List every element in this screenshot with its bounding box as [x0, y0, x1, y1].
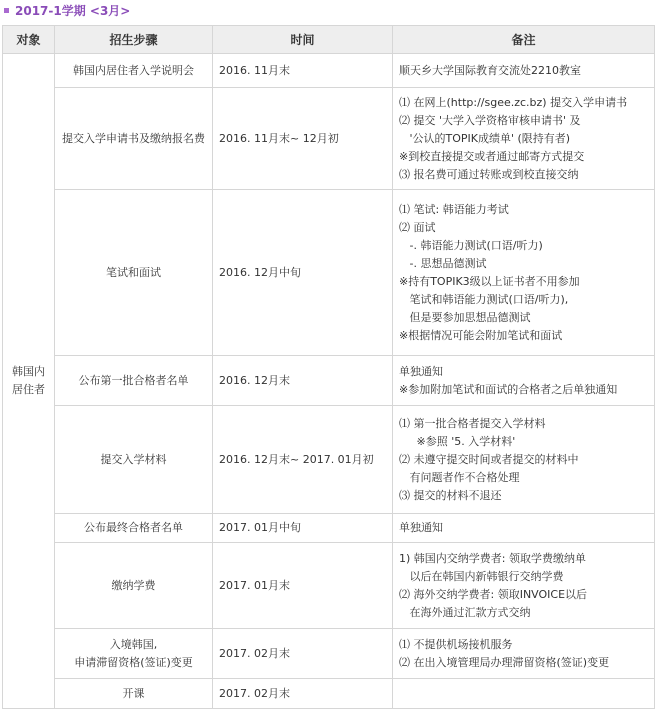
note-cell	[393, 629, 655, 679]
header-time: 时间	[213, 26, 393, 54]
step-label: 缴纳学费	[111, 578, 156, 592]
time-cell: 2016. 11月末	[213, 54, 393, 88]
time-cell: 2017. 01月末	[213, 543, 393, 629]
note-cell	[393, 514, 655, 543]
step-cell	[55, 629, 213, 679]
note-cell	[393, 190, 655, 356]
note-line: ⑵ 在出入境管理局办理滞留资格(签证)变更	[399, 655, 610, 669]
step-label: 提交入学申请书及缴纳报名费	[62, 131, 205, 145]
note-line: ⑴ 在网上(http://sgee.zc.bz) 提交入学申请书	[399, 95, 628, 109]
step-label: 笔试和面试	[106, 265, 161, 279]
note-line: ⑵ 面试	[399, 220, 436, 234]
time-cell: 2017. 02月末	[213, 679, 393, 709]
time-cell: 2017. 01月中旬	[213, 514, 393, 543]
table-row	[3, 406, 655, 514]
step-cell	[55, 54, 213, 88]
note-cell	[393, 88, 655, 190]
table-row	[3, 190, 655, 356]
note-line: ※参加附加笔试和面试的合格者之后单独通知	[399, 382, 618, 396]
title-bullet-icon	[4, 8, 9, 13]
step-cell	[55, 514, 213, 543]
step-label: 开课	[122, 686, 145, 700]
note-line: 单独通知	[399, 521, 443, 534]
time-cell: 2016. 11月末~ 12月初	[213, 88, 393, 190]
time-cell: 2016. 12月中旬	[213, 190, 393, 356]
step-cell	[55, 88, 213, 190]
header-target: 对象	[3, 26, 55, 54]
note-line: ※参照 '5. 入学材料'	[399, 434, 516, 448]
note-line: 但是要参加思想品德测试	[399, 310, 531, 324]
step-label: 公布第一批合格者名单	[78, 373, 189, 387]
note-line: 单独通知	[399, 364, 443, 378]
note-cell	[393, 54, 655, 88]
table-row	[3, 54, 655, 88]
step-label: 韩国内居住者入学说明会	[73, 63, 194, 77]
note-cell	[393, 406, 655, 514]
table-row	[3, 679, 655, 709]
note-line: 1) 韩国内交纳学费者: 领取学费缴纳单	[399, 551, 586, 565]
admission-schedule-table	[2, 25, 655, 709]
table-row	[3, 629, 655, 679]
page-title	[0, 0, 130, 22]
step-label: 提交入学材料	[100, 452, 167, 466]
step-cell	[55, 356, 213, 406]
note-cell	[393, 679, 655, 709]
note-line: 有问题者作不合格处理	[399, 470, 520, 484]
note-line: 顺天乡大学国际教育交流处2210教室	[399, 63, 581, 77]
step-label: 入境韩国,	[109, 637, 158, 651]
step-label: 公布最终合格者名单	[84, 521, 183, 534]
target-label: 韩国内居住者	[12, 365, 45, 396]
table-body	[3, 54, 655, 709]
table-row	[3, 514, 655, 543]
note-line: ※到校直接提交或者通过邮寄方式提交	[399, 149, 585, 163]
step-cell	[55, 190, 213, 356]
note-cell	[393, 543, 655, 629]
note-line: ※根据情况可能会附加笔试和面试	[399, 328, 563, 342]
note-line: 在海外通过汇款方式交纳	[399, 605, 531, 619]
time-cell: 2016. 12月末~ 2017. 01月初	[213, 406, 393, 514]
header-step: 招生步骤	[55, 26, 213, 54]
time-cell: 2017. 02月末	[213, 629, 393, 679]
table-row	[3, 356, 655, 406]
header-note: 备注	[393, 26, 655, 54]
page-title-text: 2017-1学期 <3月>	[15, 4, 131, 18]
note-line: 笔试和韩语能力测试(口语/听力),	[399, 292, 569, 306]
time-cell: 2016. 12月末	[213, 356, 393, 406]
table-row	[3, 543, 655, 629]
table-header-row	[3, 26, 655, 54]
step-cell	[55, 543, 213, 629]
note-line: -. 思想品德测试	[399, 256, 487, 270]
step-cell	[55, 679, 213, 709]
note-line: ⑴ 第一批合格者提交入学材料	[399, 416, 546, 430]
note-line: ⑴ 不提供机场接机服务	[399, 637, 513, 651]
table-row	[3, 88, 655, 190]
step-cell	[55, 406, 213, 514]
note-line: ⑵ 未遵守提交时间或者提交的材料中	[399, 452, 579, 466]
note-line: ※持有TOPIK3级以上证书者不用参加	[399, 274, 580, 288]
note-line: ⑶ 报名费可通过转账或到校直接交纳	[399, 167, 579, 181]
step-label: 申请滞留资格(签证)变更	[74, 655, 193, 669]
note-line: 以后在韩国内新韩银行交纳学费	[399, 569, 564, 583]
note-line: '公认的TOPIK成绩单' (限持有者)	[399, 131, 571, 145]
note-line: ⑵ 海外交纳学费者: 领取INVOICE以后	[399, 587, 588, 601]
target-cell	[3, 54, 55, 709]
note-cell	[393, 356, 655, 406]
note-line: ⑵ 提交 '大学入学资格审核申请书' 及	[399, 113, 581, 127]
note-line: ⑶ 提交的材料不退还	[399, 488, 502, 502]
note-line: ⑴ 笔试: 韩语能力考试	[399, 202, 509, 216]
note-line: -. 韩语能力测试(口语/听力)	[399, 238, 543, 252]
